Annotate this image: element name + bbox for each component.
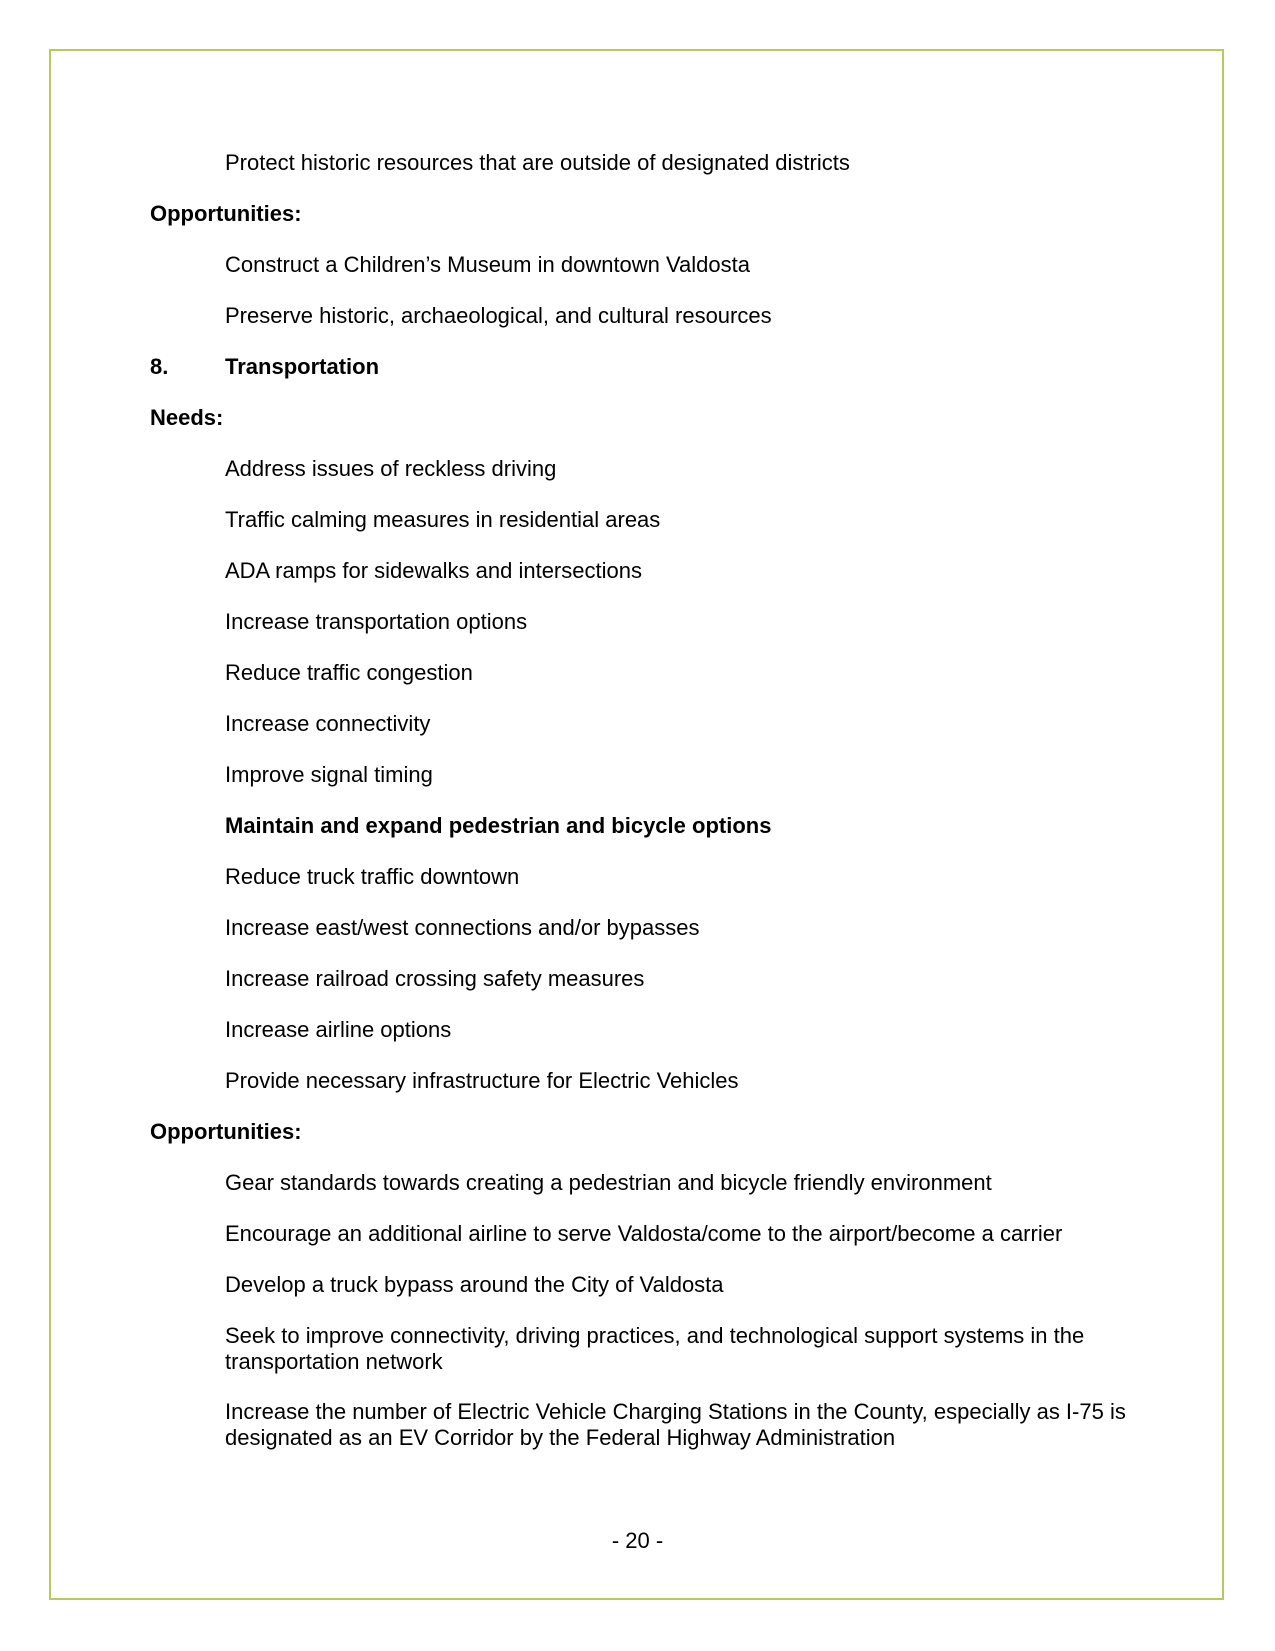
page-number: - 20 - bbox=[611, 1528, 664, 1553]
list-item: Protect historic resources that are outside of designated districts bbox=[225, 150, 850, 175]
list-item: Construct a Children’s Museum in downtown Valdosta bbox=[225, 252, 751, 277]
needs-heading: Needs: bbox=[150, 405, 224, 430]
list-item: Improve signal timing bbox=[225, 762, 433, 787]
list-item: Increase airline options bbox=[225, 1017, 452, 1042]
list-item: ADA ramps for sidewalks and intersections bbox=[225, 558, 642, 583]
list-item: Increase transportation options bbox=[225, 609, 528, 634]
list-item: Increase connectivity bbox=[225, 711, 431, 736]
opportunities-heading: Opportunities: bbox=[150, 1119, 302, 1144]
list-item: Gear standards towards creating a pedestrian and bicycle friendly environment bbox=[225, 1170, 992, 1195]
list-item: Develop a truck bypass around the City of Valdosta bbox=[225, 1272, 724, 1297]
section-title: Transportation bbox=[225, 354, 380, 379]
list-item: Increase railroad crossing safety measures bbox=[225, 966, 645, 991]
list-item: Address issues of reckless driving bbox=[225, 456, 557, 481]
list-item: Encourage an additional airline to serve Valdosta/come to the airport/become a carrier bbox=[225, 1221, 1063, 1246]
list-item: Provide necessary infrastructure for Electric Vehicles bbox=[225, 1068, 739, 1093]
list-item: Preserve historic, archaeological, and cultural resources bbox=[225, 303, 772, 328]
list-item: Seek to improve connectivity, driving practices, and technological support systems in the transportation network bbox=[225, 1323, 1085, 1374]
opportunities-heading: Opportunities: bbox=[150, 201, 302, 226]
list-item: Reduce traffic congestion bbox=[225, 660, 473, 685]
list-item-bold: Maintain and expand pedestrian and bicycle options bbox=[225, 813, 772, 838]
list-item: Increase east/west connections and/or bypasses bbox=[225, 915, 700, 940]
list-item: Increase the number of Electric Vehicle Charging Stations in the County, especially as I-75 is designated as an EV Corridor by the Federal Highway Administration bbox=[225, 1399, 1126, 1450]
section-number: 8. bbox=[150, 354, 169, 379]
list-item: Reduce truck traffic downtown bbox=[225, 864, 520, 889]
list-item: Traffic calming measures in residential areas bbox=[225, 507, 661, 532]
